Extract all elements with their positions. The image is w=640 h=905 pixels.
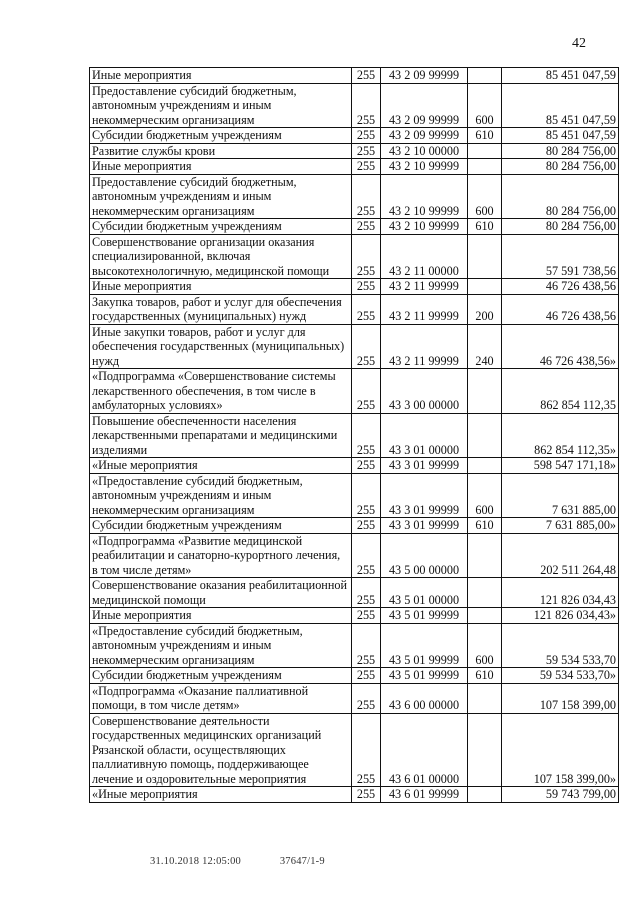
table-row xyxy=(90,143,619,159)
table-row xyxy=(90,369,619,414)
row-amount-cell: 862 854 112,35 xyxy=(502,369,619,414)
row-name-cell: Иные мероприятия xyxy=(90,68,352,84)
footer-timestamp: 31.10.2018 12:05:00 xyxy=(150,856,242,867)
row-amount-cell: 862 854 112,35» xyxy=(502,413,619,458)
row-admin-code-cell: 255 xyxy=(352,608,381,624)
row-admin-code-cell: 255 xyxy=(352,369,381,414)
row-admin-code-cell: 255 xyxy=(352,159,381,175)
table-row xyxy=(90,159,619,175)
row-expense-type-cell: 200 xyxy=(468,294,502,324)
row-target-article-cell: 43 2 11 99999 xyxy=(381,294,468,324)
row-name-cell: Предоставление субсидий бюджетным, автономным учреждениям и иным некоммерческим организациям xyxy=(90,83,352,128)
row-admin-code-cell: 255 xyxy=(352,683,381,713)
row-admin-code-cell: 255 xyxy=(352,83,381,128)
row-admin-code-cell: 255 xyxy=(352,128,381,144)
table-row xyxy=(90,279,619,295)
row-amount-cell: 46 726 438,56 xyxy=(502,294,619,324)
row-admin-code-cell: 255 xyxy=(352,68,381,84)
row-target-article-cell: 43 6 01 00000 xyxy=(381,713,468,787)
row-admin-code-cell: 255 xyxy=(352,294,381,324)
row-admin-code-cell: 255 xyxy=(352,578,381,608)
row-target-article-cell: 43 2 10 99999 xyxy=(381,219,468,235)
row-name-cell: «Подпрограмма «Совершенствование системы лекарственного обеспечения, в том числе в амбулаторных условиях» xyxy=(90,369,352,414)
row-target-article-cell: 43 6 00 00000 xyxy=(381,683,468,713)
row-admin-code-cell: 255 xyxy=(352,668,381,684)
row-target-article-cell: 43 3 01 99999 xyxy=(381,473,468,518)
row-target-article-cell: 43 2 09 99999 xyxy=(381,128,468,144)
row-name-cell: «Подпрограмма «Оказание паллиативной помощи, в том числе детям» xyxy=(90,683,352,713)
row-name-cell: «Предоставление субсидий бюджетным, автономным учреждениям и иным некоммерческим организациям xyxy=(90,623,352,668)
table-row xyxy=(90,324,619,369)
row-amount-cell: 7 631 885,00 xyxy=(502,473,619,518)
row-amount-cell: 59 534 533,70» xyxy=(502,668,619,684)
row-expense-type-cell: 610 xyxy=(468,668,502,684)
row-expense-type-cell xyxy=(468,413,502,458)
row-admin-code-cell: 255 xyxy=(352,234,381,279)
row-amount-cell: 107 158 399,00» xyxy=(502,713,619,787)
row-name-cell: Иные мероприятия xyxy=(90,159,352,175)
row-admin-code-cell: 255 xyxy=(352,623,381,668)
table-row xyxy=(90,294,619,324)
table-row xyxy=(90,683,619,713)
table-row xyxy=(90,234,619,279)
row-target-article-cell: 43 6 01 99999 xyxy=(381,787,468,803)
row-name-cell: Совершенствование организации оказания специализированной, включая высокотехнологичную, медицинской помощи xyxy=(90,234,352,279)
row-name-cell: Иные мероприятия xyxy=(90,279,352,295)
row-name-cell: «Подпрограмма «Развитие медицинской реабилитации и санаторно-курортного лечения, в том числе детям» xyxy=(90,533,352,578)
row-name-cell: Субсидии бюджетным учреждениям xyxy=(90,219,352,235)
row-admin-code-cell: 255 xyxy=(352,413,381,458)
row-expense-type-cell: 600 xyxy=(468,623,502,668)
row-amount-cell: 80 284 756,00 xyxy=(502,159,619,175)
table-row xyxy=(90,533,619,578)
row-name-cell: Повышение обеспеченности населения лекарственными препаратами и медицинскими изделиями xyxy=(90,413,352,458)
row-amount-cell: 202 511 264,48 xyxy=(502,533,619,578)
row-name-cell: Совершенствование оказания реабилитационной медицинской помощи xyxy=(90,578,352,608)
row-admin-code-cell: 255 xyxy=(352,533,381,578)
table-row xyxy=(90,473,619,518)
row-name-cell: «Иные мероприятия xyxy=(90,787,352,803)
table-row xyxy=(90,68,619,84)
row-expense-type-cell: 610 xyxy=(468,128,502,144)
row-admin-code-cell: 255 xyxy=(352,324,381,369)
row-amount-cell: 80 284 756,00 xyxy=(502,174,619,219)
row-target-article-cell: 43 2 10 99999 xyxy=(381,159,468,175)
row-name-cell: Иные закупки товаров, работ и услуг для обеспечения государственных (муниципальных) нужд xyxy=(90,324,352,369)
budget-table xyxy=(89,67,619,803)
row-expense-type-cell xyxy=(468,68,502,84)
row-amount-cell: 7 631 885,00» xyxy=(502,518,619,534)
row-target-article-cell: 43 5 01 99999 xyxy=(381,668,468,684)
row-expense-type-cell xyxy=(468,533,502,578)
row-amount-cell: 121 826 034,43 xyxy=(502,578,619,608)
row-admin-code-cell: 255 xyxy=(352,174,381,219)
row-expense-type-cell xyxy=(468,578,502,608)
row-expense-type-cell xyxy=(468,683,502,713)
table-row xyxy=(90,713,619,787)
table-row xyxy=(90,608,619,624)
budget-table-body xyxy=(90,68,619,803)
row-expense-type-cell: 600 xyxy=(468,83,502,128)
table-row xyxy=(90,787,619,803)
row-target-article-cell: 43 2 09 99999 xyxy=(381,68,468,84)
row-target-article-cell: 43 5 01 99999 xyxy=(381,623,468,668)
row-target-article-cell: 43 3 01 99999 xyxy=(381,458,468,474)
row-name-cell: Предоставление субсидий бюджетным, автономным учреждениям и иным некоммерческим организациям xyxy=(90,174,352,219)
row-amount-cell: 46 726 438,56 xyxy=(502,279,619,295)
row-admin-code-cell: 255 xyxy=(352,787,381,803)
row-expense-type-cell xyxy=(468,787,502,803)
row-amount-cell: 59 743 799,00 xyxy=(502,787,619,803)
row-name-cell: «Предоставление субсидий бюджетным, автономным учреждениям и иным некоммерческим организациям xyxy=(90,473,352,518)
row-amount-cell: 598 547 171,18» xyxy=(502,458,619,474)
row-amount-cell: 46 726 438,56» xyxy=(502,324,619,369)
row-target-article-cell: 43 2 11 99999 xyxy=(381,279,468,295)
table-row xyxy=(90,668,619,684)
row-amount-cell: 57 591 738,56 xyxy=(502,234,619,279)
row-expense-type-cell xyxy=(468,713,502,787)
row-expense-type-cell: 610 xyxy=(468,219,502,235)
table-row xyxy=(90,623,619,668)
row-expense-type-cell xyxy=(468,143,502,159)
row-admin-code-cell: 255 xyxy=(352,713,381,787)
row-amount-cell: 85 451 047,59 xyxy=(502,128,619,144)
row-target-article-cell: 43 2 10 99999 xyxy=(381,174,468,219)
row-admin-code-cell: 255 xyxy=(352,279,381,295)
row-admin-code-cell: 255 xyxy=(352,143,381,159)
footer xyxy=(150,856,361,867)
table-row xyxy=(90,83,619,128)
row-amount-cell: 85 451 047,59 xyxy=(502,68,619,84)
row-name-cell: «Иные мероприятия xyxy=(90,458,352,474)
row-name-cell: Закупка товаров, работ и услуг для обеспечения государственных (муниципальных) нужд xyxy=(90,294,352,324)
table-row xyxy=(90,413,619,458)
row-name-cell: Иные мероприятия xyxy=(90,608,352,624)
table-row xyxy=(90,219,619,235)
row-amount-cell: 80 284 756,00 xyxy=(502,143,619,159)
row-target-article-cell: 43 2 11 99999 xyxy=(381,324,468,369)
row-expense-type-cell: 600 xyxy=(468,174,502,219)
row-expense-type-cell xyxy=(468,608,502,624)
row-admin-code-cell: 255 xyxy=(352,219,381,235)
row-name-cell: Совершенствование деятельности государственных медицинских организаций Рязанской области, осуществляющих паллиативную помощь, поддерживающее лечение и оздоровительные мероприятия xyxy=(90,713,352,787)
row-target-article-cell: 43 3 00 00000 xyxy=(381,369,468,414)
row-name-cell: Развитие службы крови xyxy=(90,143,352,159)
row-amount-cell: 59 534 533,70 xyxy=(502,623,619,668)
row-target-article-cell: 43 3 01 00000 xyxy=(381,413,468,458)
table-row xyxy=(90,518,619,534)
row-admin-code-cell: 255 xyxy=(352,518,381,534)
row-target-article-cell: 43 3 01 99999 xyxy=(381,518,468,534)
row-target-article-cell: 43 2 09 99999 xyxy=(381,83,468,128)
row-target-article-cell: 43 2 11 00000 xyxy=(381,234,468,279)
row-amount-cell: 121 826 034,43» xyxy=(502,608,619,624)
row-target-article-cell: 43 5 01 00000 xyxy=(381,578,468,608)
row-admin-code-cell: 255 xyxy=(352,473,381,518)
row-amount-cell: 85 451 047,59 xyxy=(502,83,619,128)
row-name-cell: Субсидии бюджетным учреждениям xyxy=(90,128,352,144)
footer-doc-code: 37647/1-9 xyxy=(279,856,325,867)
row-expense-type-cell xyxy=(468,458,502,474)
row-amount-cell: 80 284 756,00 xyxy=(502,219,619,235)
row-expense-type-cell: 610 xyxy=(468,518,502,534)
row-name-cell: Субсидии бюджетным учреждениям xyxy=(90,518,352,534)
row-expense-type-cell xyxy=(468,159,502,175)
table-row xyxy=(90,128,619,144)
row-name-cell: Субсидии бюджетным учреждениям xyxy=(90,668,352,684)
row-target-article-cell: 43 5 00 00000 xyxy=(381,533,468,578)
row-target-article-cell: 43 2 10 00000 xyxy=(381,143,468,159)
row-admin-code-cell: 255 xyxy=(352,458,381,474)
row-expense-type-cell xyxy=(468,234,502,279)
row-expense-type-cell: 240 xyxy=(468,324,502,369)
table-row xyxy=(90,458,619,474)
table-row xyxy=(90,578,619,608)
table-row xyxy=(90,174,619,219)
row-target-article-cell: 43 5 01 99999 xyxy=(381,608,468,624)
row-expense-type-cell xyxy=(468,279,502,295)
row-amount-cell: 107 158 399,00 xyxy=(502,683,619,713)
row-expense-type-cell: 600 xyxy=(468,473,502,518)
row-expense-type-cell xyxy=(468,369,502,414)
page-number: 42 xyxy=(572,36,586,51)
